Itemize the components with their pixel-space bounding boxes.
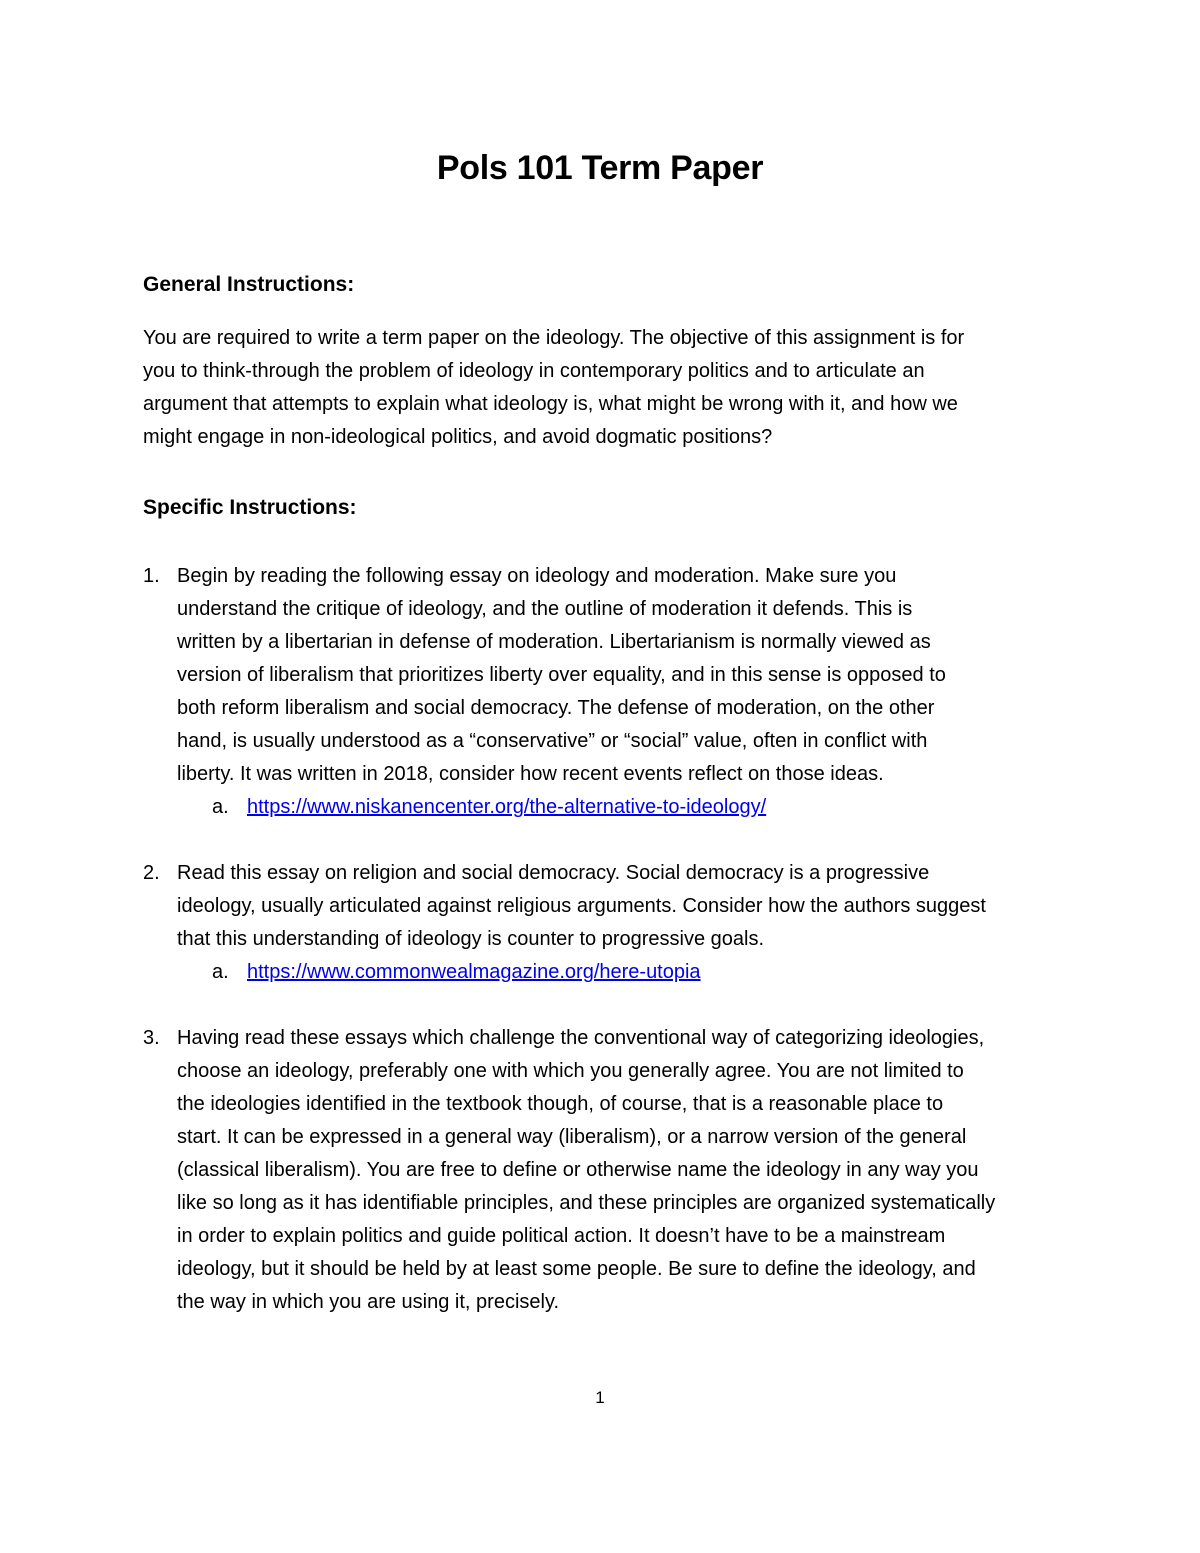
list-item-line: the ideologies identified in the textbook though, of course, that is a reasonable place to	[177, 1093, 944, 1115]
paragraph-line: argument that attempts to explain what ideology is, what might be wrong with it, and how we	[143, 393, 958, 415]
sub-item-label: a.	[212, 796, 229, 818]
paragraph-line: you to think-through the problem of ideology in contemporary politics and to articulate an	[143, 360, 925, 382]
list-item-line: Having read these essays which challenge the conventional way of categorizing ideologies,	[177, 1027, 985, 1049]
list-item-line: Begin by reading the following essay on ideology and moderation. Make sure you	[177, 565, 897, 587]
list-item-text	[177, 560, 1077, 791]
list-item-line: choose an ideology, preferably one with which you generally agree. You are not limited to	[177, 1060, 964, 1082]
list-item-line: start. It can be expressed in a general way (liberalism), or a narrow version of the general	[177, 1126, 967, 1148]
list-item-line: (classical liberalism). You are free to define or otherwise name the ideology in any way you	[177, 1159, 979, 1181]
list-item-line: liberty. It was written in 2018, consider how recent events reflect on those ideas.	[177, 763, 884, 785]
list-item-text	[177, 857, 1077, 956]
list-item-line: the way in which you are using it, precisely.	[177, 1291, 560, 1313]
list-item-line: hand, is usually understood as a “conservative” or “social” value, often in conflict with	[177, 730, 928, 752]
list-item-line: understand the critique of ideology, and the outline of moderation it defends. This is	[177, 598, 913, 620]
general-instructions-paragraph	[143, 322, 1078, 454]
list-item-number: 2.	[143, 862, 160, 884]
list-item-line: ideology, usually articulated against religious arguments. Consider how the authors suggest	[177, 895, 986, 917]
list-item-line: version of liberalism that prioritizes liberty over equality, and in this sense is opposed to	[177, 664, 946, 686]
paragraph-line: You are required to write a term paper on the ideology. The objective of this assignment is for	[143, 327, 965, 349]
page-number: 1	[595, 1388, 605, 1407]
page-title: Pols 101 Term Paper	[436, 149, 764, 187]
paragraph-line: might engage in non-ideological politics, and avoid dogmatic positions?	[143, 426, 773, 448]
list-item-number: 1.	[143, 565, 160, 587]
sub-item-label: a.	[212, 961, 229, 983]
commonweal-link[interactable]: https://www.commonwealmagazine.org/here-utopia	[247, 961, 701, 983]
list-item-line: in order to explain politics and guide political action. It doesn’t have to be a mainstream	[177, 1225, 946, 1247]
general-instructions-heading: General Instructions:	[143, 273, 355, 296]
list-item-line: ideology, but it should be held by at least some people. Be sure to define the ideology, and	[177, 1258, 976, 1280]
list-item-line: like so long as it has identifiable principles, and these principles are organized systematically	[177, 1192, 996, 1214]
specific-instructions-heading: Specific Instructions:	[143, 496, 357, 519]
list-item-line: both reform liberalism and social democracy. The defense of moderation, on the other	[177, 697, 935, 719]
list-item-line: Read this essay on religion and social democracy. Social democracy is a progressive	[177, 862, 930, 884]
list-item-line: that this understanding of ideology is counter to progressive goals.	[177, 928, 765, 950]
list-item-line: written by a libertarian in defense of moderation. Libertarianism is normally viewed as	[177, 631, 931, 653]
list-item-number: 3.	[143, 1027, 160, 1049]
niskanen-link[interactable]: https://www.niskanencenter.org/the-alternative-to-ideology/	[247, 796, 767, 818]
list-item-text	[177, 1022, 1077, 1319]
